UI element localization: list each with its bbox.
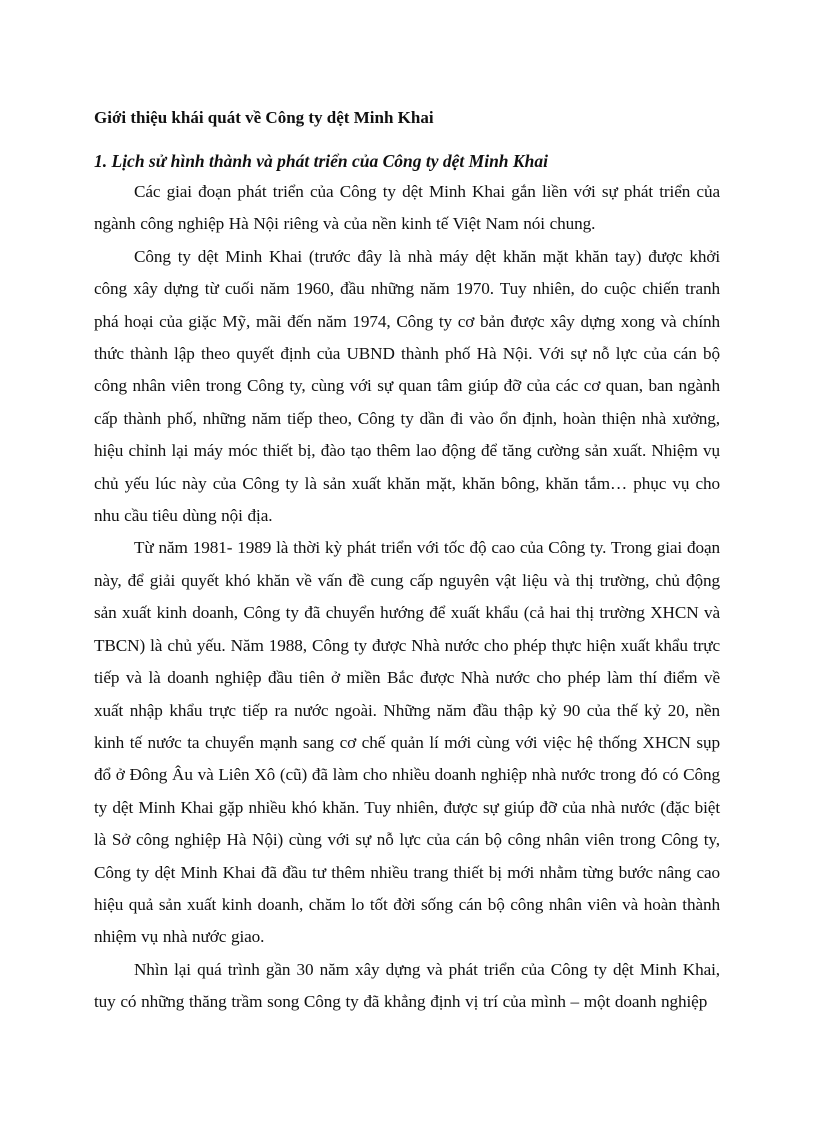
paragraph-1: Các giai đoạn phát triển của Công ty dệt Minh Khai gắn liền với sự phát triển của ngành công nghiệp Hà Nội riêng và của nền kinh tế Việt Nam nói chung.	[94, 182, 720, 234]
paragraph-4: Nhìn lại quá trình gần 30 năm xây dựng và phát triển của Công ty dệt Minh Khai, tuy có những thăng trầm song Công ty đã khẳng định vị trí của mình – một doanh nghiệp	[94, 959, 720, 1012]
paragraph-3: Từ năm 1981- 1989 là thời kỳ phát triển với tốc độ cao của Công ty. Trong giai đoạn này, để giải quyết khó khăn về vấn đề cung cấp nguyên vật liệu và thị trường, chủ động sản xuất kinh doanh, Công ty đã chuyển hướng để xuất khẩu (cả hai thị trường XHCN và TBCN) là chủ yếu. Năm 1988, Công ty được Nhà nước cho phép thực hiện xuất khẩu trực tiếp và là doanh nghiệp đầu tiên ở miền Bắc được Nhà nước cho phép làm thí điểm về xuất nhập khẩu trực tiếp ra nước ngoài. Những năm đầu thập kỷ 90 của thế kỷ 20, nền kinh tế nước ta chuyển mạnh sang cơ chế quản lí mới cùng với việc hệ thống XHCN sụp đổ ở Đông Âu và Liên Xô (cũ) đã làm cho nhiều doanh nghiệp nhà nước trong đó có Công ty dệt Minh Khai gặp nhiều khó khăn. Tuy nhiên, được sự giúp đỡ của nhà nước (đặc biệt là Sở công nghiệp Hà Nội) cùng với sự nỗ lực của cán bộ công nhân viên trong Công ty, Công ty dệt Minh Khai đã đầu tư thêm nhiều trang thiết bị mới nhằm từng bước nâng cao hiệu quả sản xuất kinh doanh, chăm lo tốt đời sống cán bộ công nhân viên và hoàn thành nhiệm vụ nhà nước giao.	[94, 538, 720, 947]
history-heading: 1. Lịch sử hình thành và phát triển của Công ty dệt Minh Khai	[94, 151, 548, 171]
section-title: Giới thiệu khái quát về Công ty dệt Minh Khai	[94, 108, 434, 127]
document-page	[94, 104, 720, 1019]
paragraph-2: Công ty dệt Minh Khai (trước đây là nhà máy dệt khăn mặt khăn tay) được khởi công xây dựng từ cuối năm 1960, đầu những năm 1970. Tuy nhiên, do cuộc chiến tranh phá hoại của giặc Mỹ, mãi đến năm 1974, Công ty cơ bản được xây dựng xong và chính thức thành lập theo quyết định của UBND thành phố Hà Nội. Với sự nỗ lực của cán bộ công nhân viên trong Công ty, cùng với sự quan tâm giúp đỡ của các cơ quan, ban ngành cấp thành phố, những năm tiếp theo, Công ty dần đi vào ổn định, hoàn thiện nhà xưởng, hiệu chỉnh lại máy móc thiết bị, đào tạo thêm lao động để tăng cường sản xuất. Nhiệm vụ chủ yếu lúc này của Công ty là sản xuất khăn mặt, khăn bông, khăn tắm… phục vụ cho nhu cầu tiêu dùng nội địa.	[94, 246, 720, 526]
